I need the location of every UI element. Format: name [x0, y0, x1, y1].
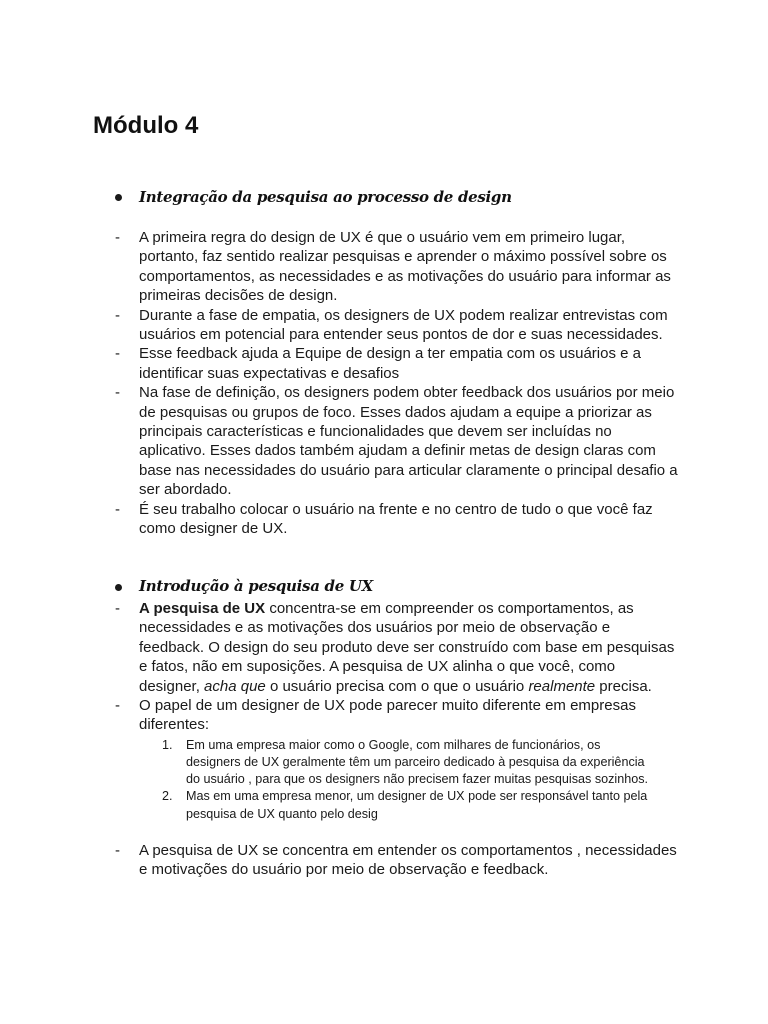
numbered-sublist — [139, 737, 679, 823]
numbered-item-text: Mas em uma empresa menor, um designer de UX pode ser responsável tanto pela pesquisa de UX quanto pelo desig — [186, 789, 648, 821]
dash-marker: - — [115, 697, 120, 715]
section-heading-introducao: Introdução à pesquisa de UX — [139, 577, 374, 595]
list-item-text: A pesquisa de UX se concentra em entender os comportamentos , necessidades e motivações do usuário por meio de observação e feedback. — [139, 841, 677, 879]
section1-list — [0, 228, 768, 539]
number-marker: 1. — [162, 737, 173, 752]
list-item-text: O papel de um designer de UX pode parecer muito diferente em empresas diferentes: — [139, 697, 636, 734]
section-bullet — [115, 194, 122, 201]
list-item — [0, 599, 679, 696]
section-bullet — [115, 584, 122, 591]
list-item — [0, 841, 679, 880]
dash-marker: - — [115, 841, 120, 859]
list-item-text — [139, 600, 674, 695]
numbered-item-text: Em uma empresa maior como o Google, com milhares de funcionários, os designers de UX geralmente têm um parceiro dedicado à pesquisa da experiência do usuário , para que os designers não precisem fazer muitas pesquisas sozinhos. — [186, 737, 649, 787]
dash-marker: - — [115, 345, 120, 363]
number-marker: 2. — [162, 789, 173, 804]
italic-term: realmente — [528, 677, 596, 695]
list-item — [0, 228, 679, 306]
bold-term: A pesquisa de UX — [139, 600, 266, 617]
list-item — [0, 344, 679, 383]
list-item-text: Na fase de definição, os designers podem obter feedback dos usuários por meio de pesquisas ou grupos de foco. Esses dados ajudam a equipe a priorizar as principais características e funcionalidades que devem ser incluídas no aplicativo. Esses dados também ajudam a definir metas de design claras com base nas necessidades do usuário para articular claramente o principal desafio a ser abordado. — [139, 384, 678, 499]
list-item-text: É seu trabalho colocar o usuário na frente e no centro de tudo o que você faz como designer de UX. — [139, 500, 653, 538]
dash-marker: - — [115, 384, 120, 402]
numbered-item — [139, 788, 656, 822]
dash-marker: - — [115, 500, 120, 518]
dash-marker: - — [115, 229, 120, 246]
text-run: concentra-se em compreender os comportamentos, as necessidades e as motivações dos usuários por meio de observação e feedback. O design do seu produto deve ser construído com base em pesquisas e fatos, não em suposições. A pesquisa de UX alinha o que você, como designer, — [139, 600, 675, 695]
list-item — [0, 383, 679, 499]
section-heading-integracao: Integração da pesquisa ao processo de design — [139, 188, 512, 206]
list-item-text: Durante a fase de empatia, os designers de UX podem realizar entrevistas com usuários em potencial para entender seus pontos de dor e suas necessidades. — [139, 306, 668, 344]
section2-list — [0, 599, 768, 880]
list-item-text: A primeira regra do design de UX é que o usuário vem em primeiro lugar, portanto, faz sentido realizar pesquisas e aprender o máximo possível sobre os comportamentos, as necessidades e as motivações do usuário para informar as primeiras decisões de design. — [139, 229, 671, 305]
italic-term: acha que — [204, 677, 266, 695]
dash-marker: - — [115, 306, 120, 324]
numbered-item — [139, 737, 656, 789]
list-item-text: Esse feedback ajuda a Equipe de design a ter empatia com os usuários e a identificar suas expectativas e desafios — [139, 345, 641, 382]
list-item — [0, 696, 679, 823]
list-item — [0, 500, 679, 539]
page-title: Módulo 4 — [93, 112, 199, 139]
text-run: o usuário precisa com o que o usuário — [265, 677, 529, 695]
dash-marker: - — [115, 600, 120, 617]
text-run: precisa. — [595, 677, 652, 695]
list-item — [0, 306, 679, 345]
